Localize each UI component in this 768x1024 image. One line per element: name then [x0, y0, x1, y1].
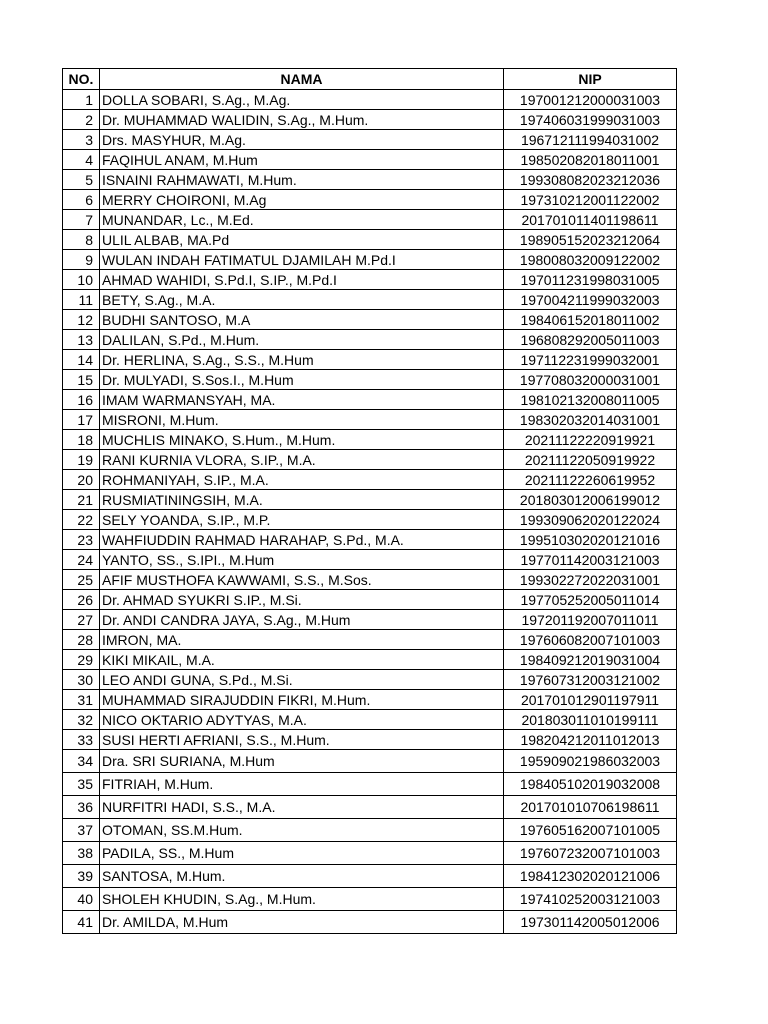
cell-no: 30: [63, 670, 100, 690]
cell-no: 27: [63, 610, 100, 630]
cell-nama: BETY, S.Ag., M.A.: [100, 290, 504, 310]
table-row: [63, 350, 677, 370]
cell-no: 36: [63, 796, 100, 819]
table-row: [63, 865, 677, 888]
cell-nip: 198406152018011002: [504, 310, 677, 330]
cell-no: 18: [63, 430, 100, 450]
cell-nama: IMAM WARMANSYAH, MA.: [100, 390, 504, 410]
cell-nip: 197301142005012006: [504, 911, 677, 934]
cell-nama: Drs. MASYHUR, M.Ag.: [100, 130, 504, 150]
table-row: [63, 819, 677, 842]
cell-nama: MUHAMMAD SIRAJUDDIN FIKRI, M.Hum.: [100, 690, 504, 710]
cell-nama: DOLLA SOBARI, S.Ag., M.Ag.: [100, 90, 504, 110]
cell-no: 1: [63, 90, 100, 110]
cell-no: 25: [63, 570, 100, 590]
cell-nip: 198008032009122002: [504, 250, 677, 270]
cell-no: 7: [63, 210, 100, 230]
cell-no: 17: [63, 410, 100, 430]
header-nip: NIP: [504, 69, 677, 90]
cell-nip: 201803012006199012: [504, 490, 677, 510]
cell-nip: 201701011401198611: [504, 210, 677, 230]
table-row: [63, 190, 677, 210]
cell-no: 24: [63, 550, 100, 570]
cell-nip: 20211122260619952: [504, 470, 677, 490]
cell-nip: 199510302020121016: [504, 530, 677, 550]
table-row: [63, 550, 677, 570]
table-row: [63, 630, 677, 650]
cell-nip: 20211122050919922: [504, 450, 677, 470]
table-row: [63, 250, 677, 270]
cell-nama: Dr. MULYADI, S.Sos.I., M.Hum: [100, 370, 504, 390]
cell-nama: OTOMAN, SS.M.Hum.: [100, 819, 504, 842]
cell-nama: Dr. ANDI CANDRA JAYA, S.Ag., M.Hum: [100, 610, 504, 630]
table-row: [63, 796, 677, 819]
cell-nama: FITRIAH, M.Hum.: [100, 773, 504, 796]
cell-nama: KIKI MIKAIL, M.A.: [100, 650, 504, 670]
cell-nip: 199309062020122024: [504, 510, 677, 530]
cell-nip: 196808292005011003: [504, 330, 677, 350]
table-row: [63, 170, 677, 190]
table-row: [63, 410, 677, 430]
cell-no: 23: [63, 530, 100, 550]
cell-nip: 197607232007101003: [504, 842, 677, 865]
cell-nama: MUNANDAR, Lc., M.Ed.: [100, 210, 504, 230]
cell-no: 11: [63, 290, 100, 310]
cell-no: 19: [63, 450, 100, 470]
header-no: NO.: [63, 69, 100, 90]
table-row: [63, 690, 677, 710]
table-row: [63, 470, 677, 490]
table-row: [63, 750, 677, 773]
table-row: [63, 530, 677, 550]
cell-nama: IMRON, MA.: [100, 630, 504, 650]
cell-no: 39: [63, 865, 100, 888]
cell-nip: 198409212019031004: [504, 650, 677, 670]
cell-nama: SANTOSA, M.Hum.: [100, 865, 504, 888]
cell-nip: 197001212000031003: [504, 90, 677, 110]
cell-nip: 197705252005011014: [504, 590, 677, 610]
table-row: [63, 90, 677, 110]
cell-no: 10: [63, 270, 100, 290]
cell-no: 2: [63, 110, 100, 130]
table-row: [63, 110, 677, 130]
cell-nama: MUCHLIS MINAKO, S.Hum., M.Hum.: [100, 430, 504, 450]
cell-nama: MERRY CHOIRONI, M.Ag: [100, 190, 504, 210]
cell-nip: 197310212001122002: [504, 190, 677, 210]
cell-nama: MISRONI, M.Hum.: [100, 410, 504, 430]
table-row: [63, 730, 677, 750]
cell-nama: NICO OKTARIO ADYTYAS, M.A.: [100, 710, 504, 730]
cell-nama: Dr. AMILDA, M.Hum: [100, 911, 504, 934]
cell-no: 3: [63, 130, 100, 150]
table-row: [63, 330, 677, 350]
cell-nip: 201701010706198611: [504, 796, 677, 819]
cell-no: 8: [63, 230, 100, 250]
cell-nip: 198502082018011001: [504, 150, 677, 170]
header-row: [63, 69, 677, 90]
table-row: [63, 650, 677, 670]
cell-nip: 197011231998031005: [504, 270, 677, 290]
cell-nip: 198302032014031001: [504, 410, 677, 430]
cell-nip: 20211122220919921: [504, 430, 677, 450]
cell-no: 37: [63, 819, 100, 842]
cell-nip: 197004211999032003: [504, 290, 677, 310]
cell-no: 29: [63, 650, 100, 670]
cell-no: 21: [63, 490, 100, 510]
cell-nip: 197701142003121003: [504, 550, 677, 570]
cell-nama: SHOLEH KHUDIN, S.Ag., M.Hum.: [100, 888, 504, 911]
cell-nama: FAQIHUL ANAM, M.Hum: [100, 150, 504, 170]
cell-no: 40: [63, 888, 100, 911]
cell-nip: 198405102019032008: [504, 773, 677, 796]
cell-nip: 197406031999031003: [504, 110, 677, 130]
cell-nama: RANI KURNIA VLORA, S.IP., M.A.: [100, 450, 504, 470]
cell-nip: 198204212011012013: [504, 730, 677, 750]
cell-nama: NURFITRI HADI, S.S., M.A.: [100, 796, 504, 819]
table-row: [63, 390, 677, 410]
cell-no: 16: [63, 390, 100, 410]
cell-no: 20: [63, 470, 100, 490]
table-row: [63, 230, 677, 250]
cell-no: 13: [63, 330, 100, 350]
cell-no: 28: [63, 630, 100, 650]
cell-no: 14: [63, 350, 100, 370]
table-row: [63, 290, 677, 310]
table-row: [63, 773, 677, 796]
table-row: [63, 610, 677, 630]
table-row: [63, 210, 677, 230]
cell-nip: 197112231999032001: [504, 350, 677, 370]
cell-nip: 197605162007101005: [504, 819, 677, 842]
table-row: [63, 911, 677, 934]
staff-table: [62, 68, 677, 934]
cell-nama: YANTO, SS., S.IPI., M.Hum: [100, 550, 504, 570]
cell-nip: 197708032000031001: [504, 370, 677, 390]
table-row: [63, 130, 677, 150]
table-row: [63, 670, 677, 690]
cell-nama: DALILAN, S.Pd., M.Hum.: [100, 330, 504, 350]
table-row: [63, 842, 677, 865]
table-row: [63, 430, 677, 450]
table-row: [63, 510, 677, 530]
cell-nama: AFIF MUSTHOFA KAWWAMI, S.S., M.Sos.: [100, 570, 504, 590]
cell-nama: Dra. SRI SURIANA, M.Hum: [100, 750, 504, 773]
table-row: [63, 370, 677, 390]
cell-no: 33: [63, 730, 100, 750]
cell-no: 4: [63, 150, 100, 170]
cell-nip: 198412302020121006: [504, 865, 677, 888]
cell-nama: BUDHI SANTOSO, M.A: [100, 310, 504, 330]
cell-nip: 197410252003121003: [504, 888, 677, 911]
table-row: [63, 590, 677, 610]
cell-no: 12: [63, 310, 100, 330]
table-row: [63, 490, 677, 510]
cell-nama: AHMAD WAHIDI, S.Pd.I, S.IP., M.Pd.I: [100, 270, 504, 290]
cell-nip: 196712111994031002: [504, 130, 677, 150]
cell-nip: 201803011010199111: [504, 710, 677, 730]
cell-no: 32: [63, 710, 100, 730]
cell-nip: 197606082007101003: [504, 630, 677, 650]
cell-nip: 198102132008011005: [504, 390, 677, 410]
cell-nama: LEO ANDI GUNA, S.Pd., M.Si.: [100, 670, 504, 690]
table-row: [63, 570, 677, 590]
cell-no: 34: [63, 750, 100, 773]
cell-no: 31: [63, 690, 100, 710]
cell-nip: 199302272022031001: [504, 570, 677, 590]
cell-nama: ISNAINI RAHMAWATI, M.Hum.: [100, 170, 504, 190]
table-row: [63, 270, 677, 290]
cell-no: 15: [63, 370, 100, 390]
cell-nama: SELY YOANDA, S.IP., M.P.: [100, 510, 504, 530]
cell-no: 41: [63, 911, 100, 934]
cell-nama: Dr. HERLINA, S.Ag., S.S., M.Hum: [100, 350, 504, 370]
cell-nip: 195909021986032003: [504, 750, 677, 773]
cell-no: 5: [63, 170, 100, 190]
table-row: [63, 888, 677, 911]
table-row: [63, 450, 677, 470]
cell-no: 22: [63, 510, 100, 530]
cell-nip: 201701012901197911: [504, 690, 677, 710]
table-row: [63, 310, 677, 330]
cell-no: 35: [63, 773, 100, 796]
table-body: [63, 90, 677, 934]
table-row: [63, 150, 677, 170]
cell-nama: Dr. AHMAD SYUKRI S.IP., M.Si.: [100, 590, 504, 610]
cell-nama: RUSMIATININGSIH, M.A.: [100, 490, 504, 510]
cell-nip: 197607312003121002: [504, 670, 677, 690]
header-nama: NAMA: [100, 69, 504, 90]
cell-nama: WULAN INDAH FATIMATUL DJAMILAH M.Pd.I: [100, 250, 504, 270]
cell-no: 9: [63, 250, 100, 270]
cell-nama: ROHMANIYAH, S.IP., M.A.: [100, 470, 504, 490]
cell-nama: Dr. MUHAMMAD WALIDIN, S.Ag., M.Hum.: [100, 110, 504, 130]
cell-nip: 198905152023212064: [504, 230, 677, 250]
cell-no: 26: [63, 590, 100, 610]
cell-nama: ULIL ALBAB, MA.Pd: [100, 230, 504, 250]
cell-nama: PADILA, SS., M.Hum: [100, 842, 504, 865]
cell-nip: 197201192007011011: [504, 610, 677, 630]
cell-nama: WAHFIUDDIN RAHMAD HARAHAP, S.Pd., M.A.: [100, 530, 504, 550]
cell-no: 38: [63, 842, 100, 865]
table-row: [63, 710, 677, 730]
cell-no: 6: [63, 190, 100, 210]
cell-nama: SUSI HERTI AFRIANI, S.S., M.Hum.: [100, 730, 504, 750]
cell-nip: 199308082023212036: [504, 170, 677, 190]
